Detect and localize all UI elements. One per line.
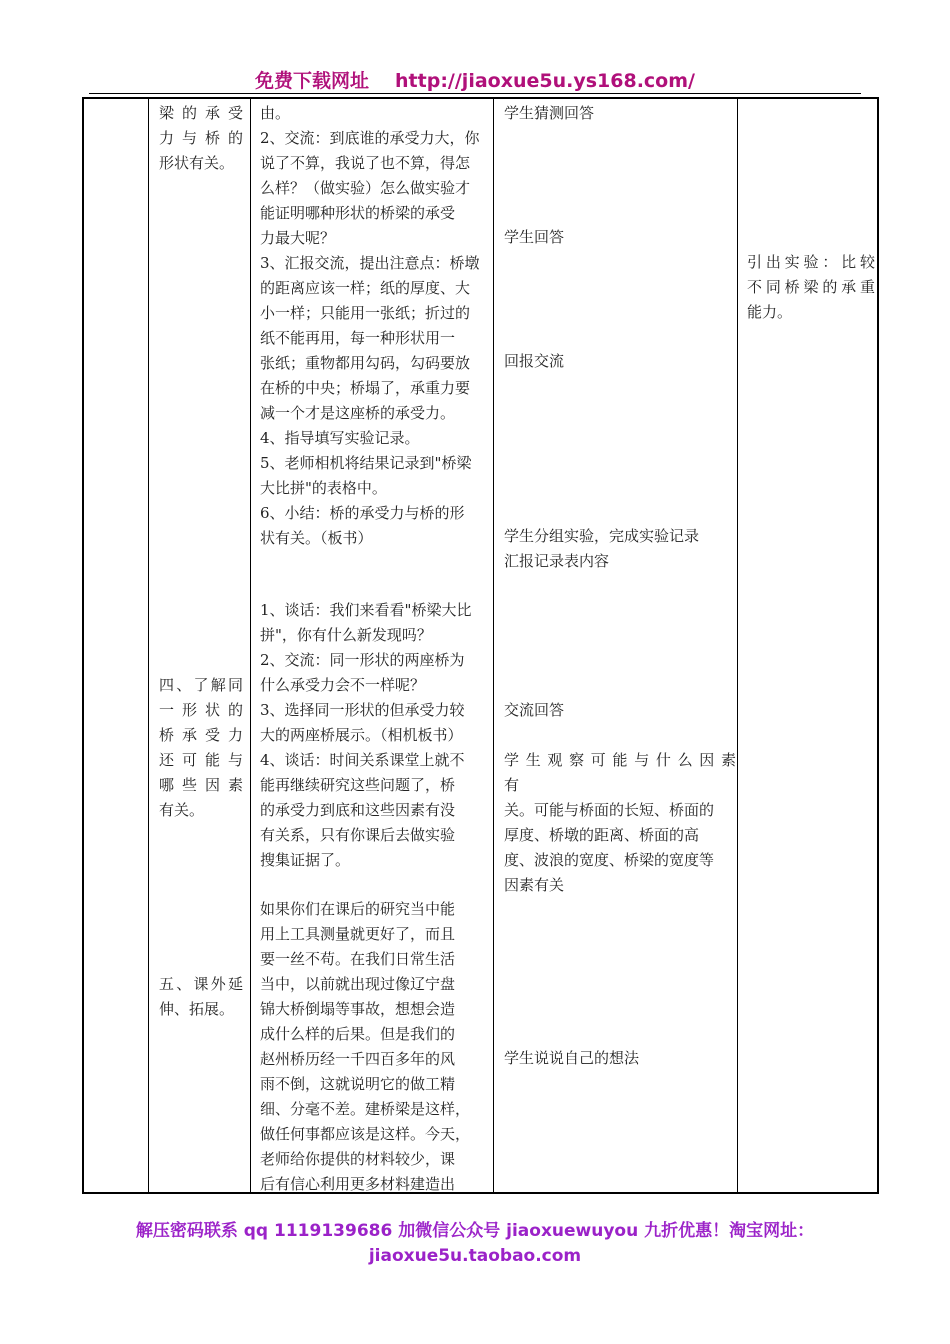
teacher-activity-block: 1、谈话：我们来看看"桥梁大比 拼"，你有什么新发现吗？ 2、交流：同一形状的两座桥为 什么承受力会不一样呢？ 3、选择同一形状的但承受力较 大的两座桥展示。（相机板书） 4、谈话：时间关系课堂上就不 能再继续研究这些问题了，桥 的承受力到底和这些因素有没 有关系，只有你课后去做实验 搜集证据了。 (260, 601, 472, 869)
footer-taobao-link[interactable]: jiaoxue5u.taobao.com (368, 1246, 582, 1266)
header-url-link[interactable]: http://jiaoxue5u.ys168.com/ (395, 70, 695, 92)
teacher-activity-block: 由。 2、交流：到底谁的承受力大，你 说了不算，我说了也不算，得怎 么样？（做实验）怎么做实验才 能证明哪种形状的桥梁的承受 力最大呢？ 3、汇报交流，提出注意点：桥墩 的距离应该一样；纸的厚度、大 小一样；只能用一张纸；折过的 纸不能再用，每一种形状用一 张纸；重物都用勾码，勾码要放 在桥的中央；桥塌了，承重力要 减一个才是这座桥的承受力。 4、指导填写实验记录。 5、老师相机将结果记录到"桥梁 大比拼"的表格中。 6、小结：桥的承受力与桥的形 状有关。（板书） (260, 104, 480, 547)
student-activity: 学生说说自己的想法 (504, 1049, 640, 1067)
footer-line: 解压密码联系 qq 1119139686 加微信公众号 jiaoxuewuyou 九折优惠！淘宝网址： (135, 1221, 815, 1241)
stage-title-block: 四、了解同 一 形 状 的 桥 承 受 力 还 可 能 与 哪 些 因 素 有关。 (159, 676, 243, 819)
page-footer (0, 1219, 950, 1269)
teacher-activity-block: 如果你们在课后的研究当中能 用上工具测量就更好了，而且 要一丝不苟。在我们日常生活 当中，以前就出现过像辽宁盘 锦大桥倒塌等事故，想想会造 成什么样的后果。但是我们的 赵州桥历经一千四百多年的风 雨不倒，这就说明它的做工精 细、分毫不差。建桥梁是这样， 做任何事都应该是这样。今天， 老师给你提供的材料较少，课 后有信心利用更多材料建造出 (260, 900, 471, 1193)
header-label: 免费下载网址 (255, 70, 370, 92)
stage-title-block: 梁 的 承 受 力 与 桥 的 形状有关。 (159, 104, 243, 172)
lesson-table (82, 97, 879, 1194)
design-intent: 引出实验：比较 不同桥梁的承重 能力。 (747, 253, 875, 321)
student-activity: 学生分组实验，完成实验记录 汇报记录表内容 (504, 527, 700, 570)
column-divider (250, 99, 251, 1192)
student-activity: 学生猜测回答 (504, 104, 595, 122)
student-activity: 学 生 观 察 可 能 与 什 么 因 素 有 关。可能与桥面的长短、桥面的 厚度、桥墩的距离、桥面的高 度、波浪的宽度、桥梁的宽度等 因素有关 (504, 751, 736, 894)
column-divider (737, 99, 738, 1192)
column-divider (148, 99, 149, 1192)
page-header (0, 66, 950, 93)
student-activity: 回报交流 (504, 352, 565, 370)
header-divider (89, 93, 861, 94)
student-activity: 学生回答 (504, 228, 565, 246)
stage-title-block: 五、课外延 伸、拓展。 (159, 975, 243, 1018)
column-divider (493, 99, 494, 1192)
student-activity: 交流回答 (504, 701, 565, 719)
